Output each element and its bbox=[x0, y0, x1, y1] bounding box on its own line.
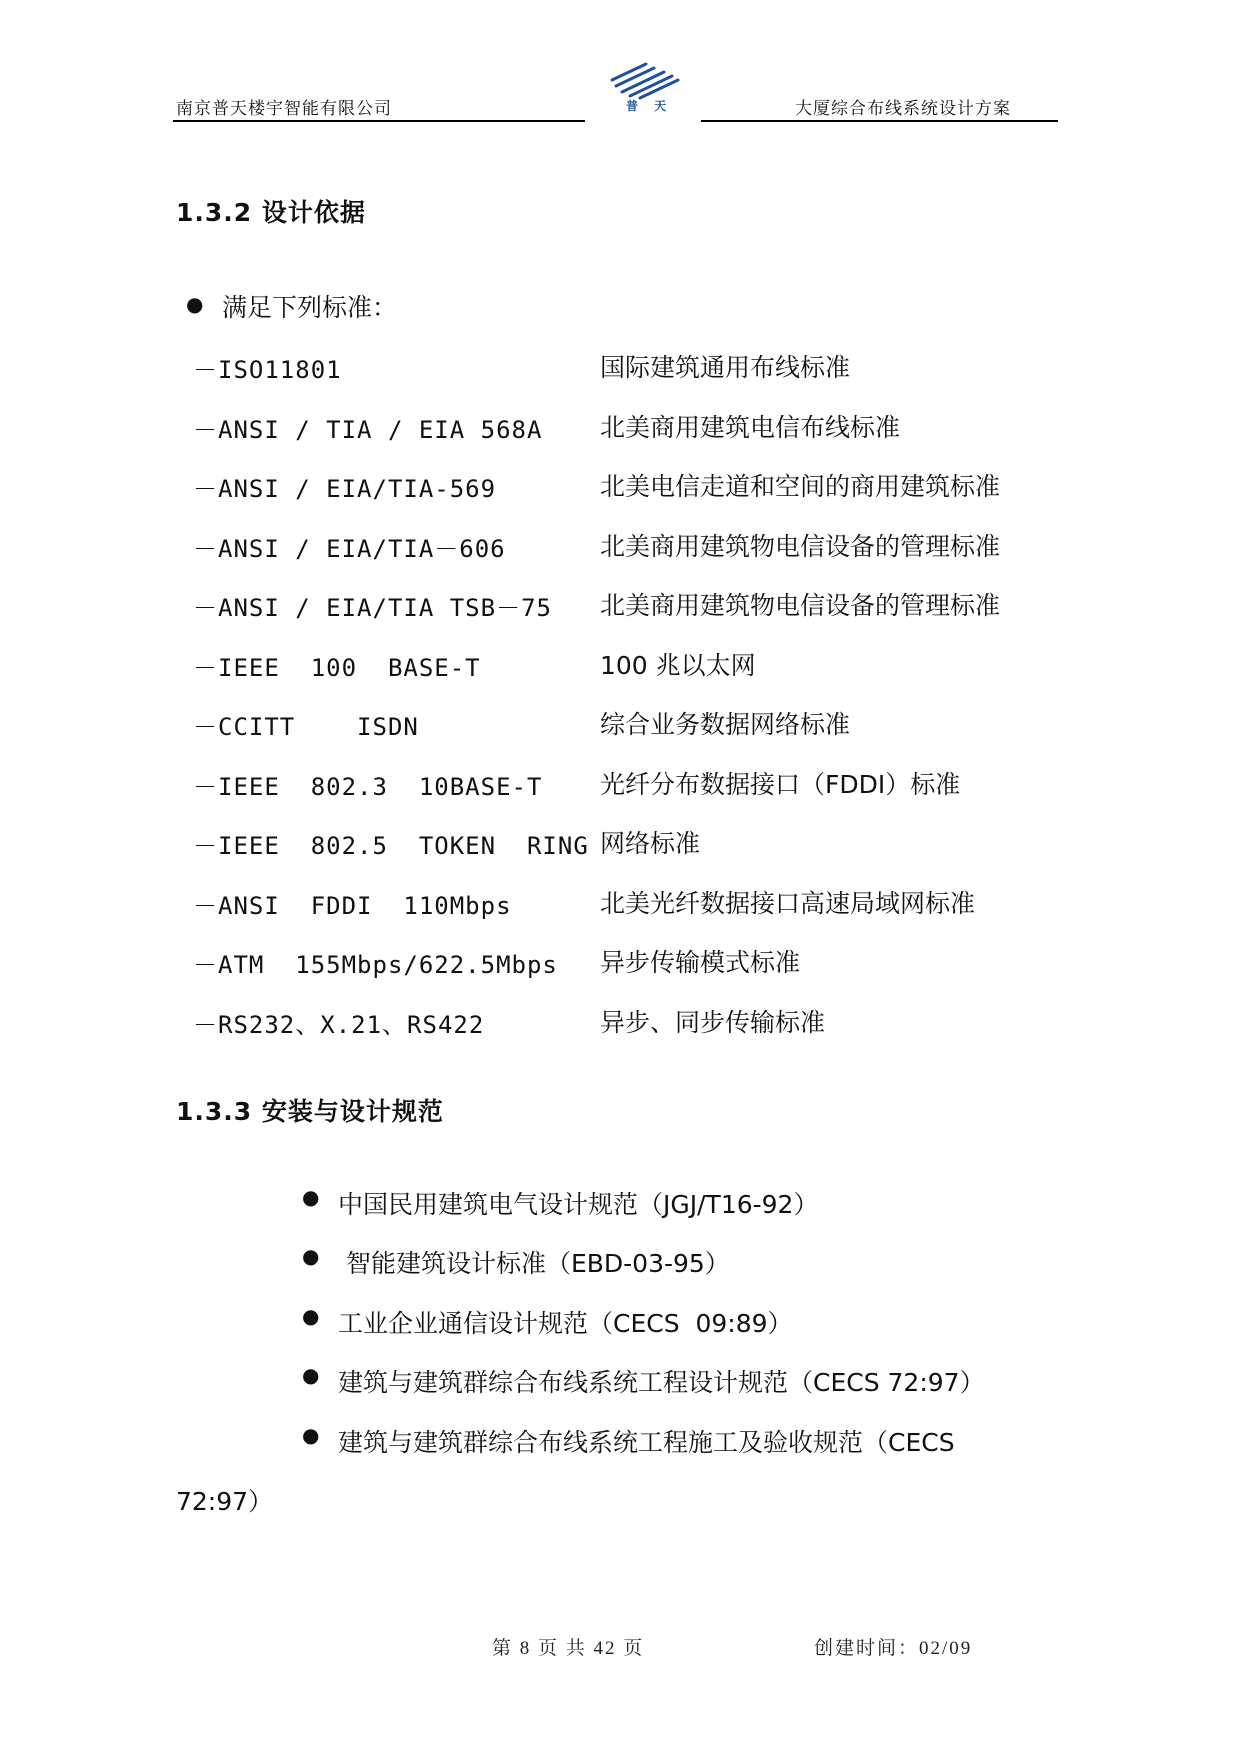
logo-text: 普 天 bbox=[626, 99, 673, 113]
standard-code: －RS232、X.21、RS422 bbox=[193, 1011, 485, 1039]
bullet-icon: ● bbox=[302, 1304, 320, 1328]
standard-code: －IEEE 100 BASE-T bbox=[193, 654, 481, 682]
standard-desc: 北美光纤数据接口高速局域网标准 bbox=[600, 889, 976, 918]
list-item: 智能建筑设计标准（EBD-03-95） bbox=[338, 1249, 730, 1278]
list-item: 建筑与建筑群综合布线系统工程设计规范（CECS 72:97） bbox=[338, 1368, 985, 1397]
header-rule-left bbox=[173, 120, 585, 122]
standard-code: －ANSI / EIA/TIA－606 bbox=[193, 535, 506, 563]
list-item: 工业企业通信设计规范（CECS 09:89） bbox=[338, 1309, 793, 1338]
standard-desc: 北美电信走道和空间的商用建筑标准 bbox=[600, 472, 1001, 501]
bullet-icon: ● bbox=[302, 1244, 320, 1268]
bullet-icon: ● bbox=[302, 1185, 320, 1209]
section-heading-1-3-2: 1.3.2 设计依据 bbox=[176, 198, 366, 227]
standard-code: －CCITT ISDN bbox=[193, 713, 419, 741]
list-item: 建筑与建筑群综合布线系统工程施工及验收规范（CECS bbox=[338, 1428, 955, 1457]
standard-desc: 北美商用建筑物电信设备的管理标准 bbox=[600, 591, 1001, 620]
list-item-continuation: 72:97） bbox=[176, 1487, 274, 1516]
standard-desc: 国际建筑通用布线标准 bbox=[600, 353, 851, 382]
standards-intro: 满足下列标准： bbox=[222, 293, 398, 322]
standard-desc: 100 兆以太网 bbox=[600, 651, 756, 680]
standard-desc: 光纤分布数据接口（FDDI）标准 bbox=[600, 770, 961, 799]
standard-desc: 北美商用建筑电信布线标准 bbox=[600, 413, 901, 442]
header-company: 南京普天楼宇智能有限公司 bbox=[176, 99, 392, 119]
standard-code: －ATM 155Mbps/622.5Mbps bbox=[193, 951, 558, 979]
standard-desc: 综合业务数据网络标准 bbox=[600, 710, 851, 739]
standard-desc: 北美商用建筑物电信设备的管理标准 bbox=[600, 532, 1001, 561]
standard-code: －ANSI / EIA/TIA-569 bbox=[193, 475, 497, 503]
standard-code: －ANSI / TIA / EIA 568A bbox=[193, 416, 543, 444]
standard-desc: 异步传输模式标准 bbox=[600, 948, 801, 977]
header-rule-right bbox=[701, 120, 1058, 122]
section-heading-1-3-3: 1.3.3 安装与设计规范 bbox=[176, 1097, 444, 1126]
standard-code: －IEEE 802.5 TOKEN RING bbox=[193, 832, 589, 860]
footer-created: 创建时间：02/09 bbox=[814, 1638, 973, 1659]
standard-desc: 异步、同步传输标准 bbox=[600, 1008, 826, 1037]
bullet-icon: ● bbox=[302, 1423, 320, 1447]
standard-code: －IEEE 802.3 10BASE-T bbox=[193, 773, 543, 801]
footer-page-info: 第 8 页 共 42 页 bbox=[492, 1638, 645, 1659]
standard-desc: 网络标准 bbox=[600, 829, 701, 858]
list-item: 中国民用建筑电气设计规范（JGJ/T16-92） bbox=[338, 1190, 819, 1219]
standard-code: －ANSI FDDI 110Mbps bbox=[193, 892, 512, 920]
standard-code: －ISO11801 bbox=[193, 356, 342, 384]
standard-code: －ANSI / EIA/TIA TSB－75 bbox=[193, 594, 552, 622]
bullet-icon: ● bbox=[302, 1363, 320, 1387]
header-doc-title: 大厦综合布线系统设计方案 bbox=[795, 99, 1011, 119]
bullet-icon: ● bbox=[186, 292, 204, 316]
